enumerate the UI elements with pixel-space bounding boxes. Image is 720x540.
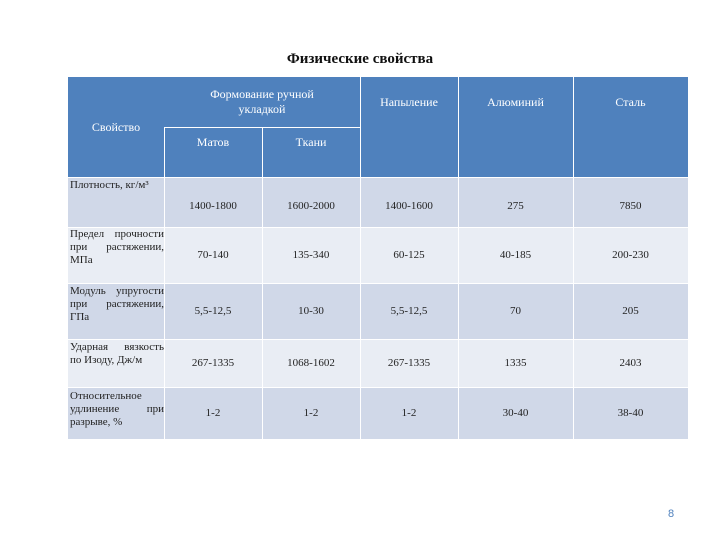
header-spraying-lower	[360, 127, 458, 177]
cell-impact-spraying: 267-1335	[387, 357, 431, 369]
header-hand-layup-label: Формование ручной укладкой	[210, 87, 314, 116]
row-label-modulus: Модуль упругости при растяжении, ГПа	[70, 285, 164, 323]
cell-modulus-mats: 5,5-12,5	[194, 305, 232, 317]
row-label-strength: Предел прочности при растяжении, МПа	[70, 228, 164, 266]
cell-density-spraying: 1400-1600	[385, 200, 433, 212]
header-aluminum-lower	[458, 127, 573, 177]
cell-modulus-spraying: 5,5-12,5	[390, 305, 428, 317]
cell-density-steel: 7850	[619, 200, 642, 212]
header-property-label: Свойство	[91, 119, 141, 134]
header-steel	[573, 77, 688, 127]
header-spraying	[360, 77, 458, 127]
cell-impact-mats: 267-1335	[191, 357, 235, 369]
row-label-elongation: Относительное удлинение при разрыве, %	[70, 390, 164, 428]
header-fabrics-label: Ткани	[295, 135, 327, 149]
cell-strength-fabrics: 135-340	[292, 249, 330, 261]
header-aluminum-label: Алюминий	[487, 94, 544, 109]
cell-strength-steel: 200-230	[612, 249, 649, 261]
cell-strength-aluminum: 40-185	[499, 249, 532, 261]
header-steel-label: Сталь	[615, 94, 646, 109]
row-label-density: Плотность, кг/м³	[70, 179, 149, 191]
cell-modulus-fabrics: 10-30	[298, 305, 324, 317]
cell-elongation-aluminum: 30-40	[502, 407, 529, 419]
page-number: 8	[668, 508, 675, 520]
cell-density-fabrics: 1600-2000	[287, 200, 335, 212]
header-spraying-label: Напыление	[380, 94, 438, 109]
grid-line	[164, 127, 360, 128]
cell-density-aluminum: 275	[507, 200, 524, 212]
cell-density-mats: 1400-1800	[189, 200, 237, 212]
header-fabrics	[262, 127, 360, 177]
cell-modulus-aluminum: 70	[510, 305, 521, 317]
cell-elongation-mats: 1-2	[205, 407, 221, 419]
page-title: Физические свойства	[286, 51, 434, 67]
row-label-impact: Ударная вязкость по Изоду, Дж/м	[70, 341, 164, 366]
header-aluminum	[458, 77, 573, 127]
cell-strength-spraying: 60-125	[393, 249, 425, 261]
cell-elongation-spraying: 1-2	[401, 407, 417, 419]
header-mats	[164, 127, 262, 177]
header-property	[68, 77, 164, 177]
header-steel-lower	[573, 127, 688, 177]
header-mats-label: Матов	[196, 135, 230, 149]
cell-elongation-steel: 38-40	[617, 407, 644, 419]
cell-impact-fabrics: 1068-1602	[287, 357, 335, 369]
header-hand-layup	[164, 77, 360, 127]
cell-modulus-steel: 205	[622, 305, 639, 317]
cell-strength-mats: 70-140	[197, 249, 229, 261]
cell-impact-steel: 2403	[619, 357, 642, 369]
properties-table	[68, 77, 688, 439]
grid-line	[68, 177, 688, 178]
cell-impact-aluminum: 1335	[504, 357, 527, 369]
cell-elongation-fabrics: 1-2	[303, 407, 319, 419]
